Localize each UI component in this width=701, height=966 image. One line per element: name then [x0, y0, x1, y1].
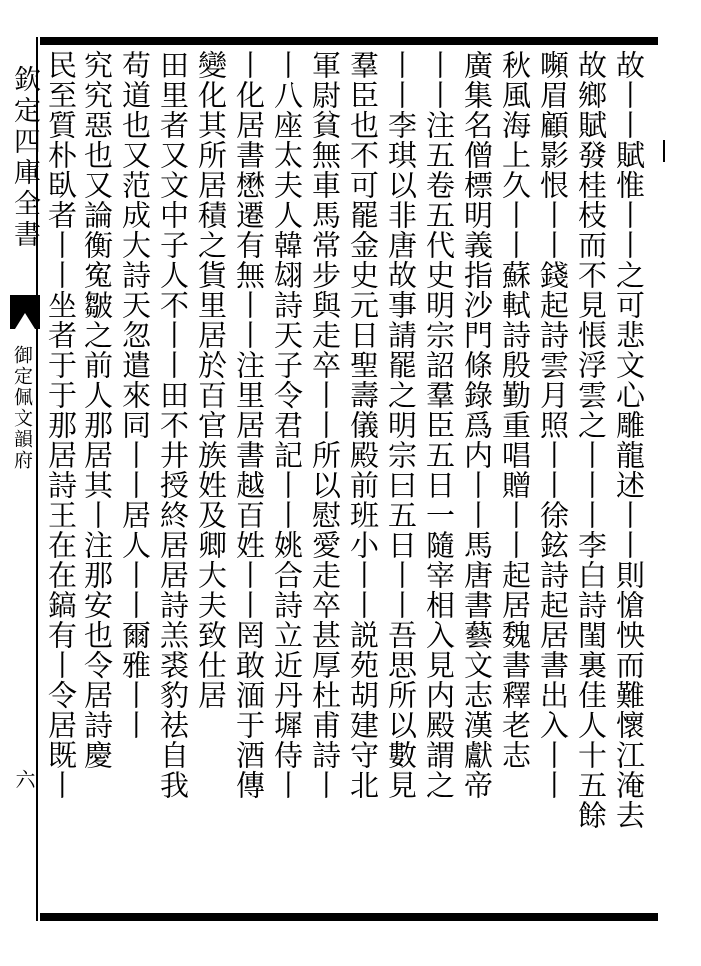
volume-title: 御定佩文韻府: [11, 345, 33, 471]
margin-column: [8, 45, 40, 913]
text-column-16: 民至質朴臥者丨丨坐者于于那居詩王在在鎬有丨令居既丨: [44, 50, 78, 800]
text-column-12: 變化其所居積之貨里居於百官族姓及卿大夫致仕居: [194, 50, 228, 710]
text-column-7: 丨丨李琪以非唐故事請罷之明宗曰五日丨丨吾思所以數見: [384, 50, 418, 800]
text-column-2: 故鄉賦發桂枝而不見悵浮雲之丨丨丨李白詩閨裏佳人十五餘: [574, 50, 608, 830]
text-column-8: 羣臣也不可罷金史元日聖壽儀殿前班小丨丨説苑胡建守北: [346, 50, 380, 800]
text-column-15: 究究惡也又論衡寃皺之前人那居其丨注那安也令居詩慶: [80, 50, 114, 770]
text-column-1: 故丨丨賦惟丨丨之可悲文心雕龍述丨丨則愴怏而難懷江淹去: [612, 50, 646, 830]
bottom-border: [40, 913, 658, 921]
text-column-5: 廣集名僧標明義指沙門條錄爲内丨丨馬唐書藝文志漢獻帝: [460, 50, 494, 800]
text-column-6: 丨丨注五卷五代史明宗詔羣臣五日一隨宰相入見内殿謂之: [422, 50, 456, 800]
fish-tail-ornament: [10, 295, 40, 329]
text-column-13: 田里者又文中子人不丨丨田不井授終居居詩羔裘豹祛自我: [156, 50, 190, 800]
book-title: 欽定四庫全書: [9, 65, 40, 251]
margin-tick: [663, 140, 665, 162]
folio-number: 六: [12, 769, 36, 789]
text-column-4: 秋風海上久丨丨蘇軾詩殷勤重唱贈丨丨起居魏書釋老志: [498, 50, 532, 770]
text-column-9: 軍尉貧無車馬常步與走卒丨丨所以慰愛走卒甚厚杜甫詩丨: [308, 50, 342, 800]
top-border: [40, 37, 658, 45]
text-column-10: 丨八座太夫人韓翃詩天子令君記丨丨姚合詩立近丹墀侍丨: [270, 50, 304, 800]
text-column-14: 苟道也又范成大詩天忽遣來同丨丨居人丨丨爾雅丨丨: [118, 50, 152, 740]
text-column-3: 嚬眉顧影恨丨丨錢起詩雲月照丨丨徐鉉詩起居書出入丨丨: [536, 50, 570, 800]
text-column-11: 丨化居書懋遷有無丨丨注里居書越百姓丨丨罔敢湎于酒傳: [232, 50, 266, 800]
